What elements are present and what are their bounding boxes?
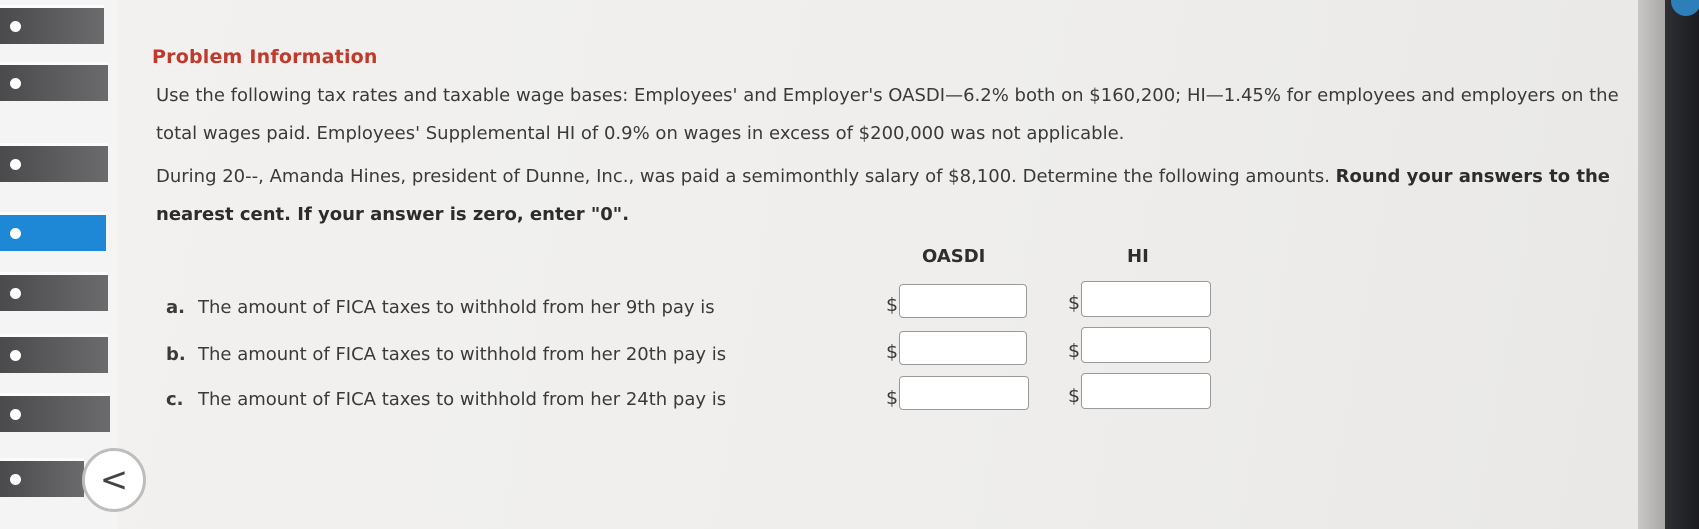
dollar-sign: $ bbox=[1068, 385, 1081, 407]
step-dot-icon bbox=[10, 350, 21, 361]
rail-step-6[interactable] bbox=[0, 334, 108, 373]
step-dot-icon bbox=[10, 78, 21, 89]
rail-step-5[interactable] bbox=[0, 272, 108, 311]
row-letter: b. bbox=[166, 344, 186, 365]
question-text: During 20--, Amanda Hines, president of Dunne, Inc., was paid a semimonthly salary of $8,100. Determine the following amounts. bbox=[156, 166, 1330, 187]
question-row-c bbox=[166, 389, 726, 410]
back-button[interactable] bbox=[82, 448, 146, 512]
step-dot-icon bbox=[10, 21, 21, 32]
column-header-hi: HI bbox=[1127, 246, 1149, 267]
rail-step-1[interactable] bbox=[0, 5, 104, 44]
row-letter: c. bbox=[166, 389, 184, 410]
dollar-sign: $ bbox=[886, 387, 899, 409]
oasdi-input-b[interactable] bbox=[899, 331, 1027, 365]
oasdi-input-c[interactable] bbox=[899, 376, 1029, 410]
dollar-sign: $ bbox=[886, 294, 899, 316]
step-dot-icon bbox=[10, 159, 21, 170]
screen-bezel bbox=[1665, 0, 1699, 529]
step-dot-icon bbox=[10, 474, 21, 485]
rail-step-4-active[interactable] bbox=[0, 212, 106, 251]
hi-input-c[interactable] bbox=[1081, 373, 1211, 409]
hi-input-b[interactable] bbox=[1081, 327, 1211, 363]
question-paragraph bbox=[156, 158, 1626, 234]
column-header-oasdi: OASDI bbox=[922, 246, 986, 267]
rail-step-2[interactable] bbox=[0, 62, 108, 101]
row-label-text: The amount of FICA taxes to withhold from her 24th pay is bbox=[198, 389, 727, 410]
scrollbar-track[interactable] bbox=[1638, 0, 1665, 529]
step-dot-icon bbox=[10, 228, 21, 239]
dollar-sign: $ bbox=[1068, 340, 1081, 362]
hi-input-a[interactable] bbox=[1081, 281, 1211, 317]
dollar-sign: $ bbox=[886, 341, 899, 363]
dollar-sign: $ bbox=[1068, 292, 1081, 314]
oasdi-input-a[interactable] bbox=[899, 284, 1027, 318]
step-dot-icon bbox=[10, 288, 21, 299]
chevron-left-icon: < bbox=[99, 460, 129, 500]
rail-step-7[interactable] bbox=[0, 393, 110, 432]
question-row-b bbox=[166, 344, 726, 365]
corner-button bbox=[1671, 0, 1699, 16]
rounding-instruction: Round your answers to the nearest cent. If your answer is zero, enter "0". bbox=[156, 166, 1610, 225]
tax-rates-paragraph: Use the following tax rates and taxable wage bases: Employees' and Employer's OASDI—6.2% both on $160,200; HI—1.45% for employees and employers on the total wages paid. Employees' Supplemental HI of 0.9% on wages in excess of $200,000 was not applicable. bbox=[156, 85, 1619, 144]
question-row-a bbox=[166, 297, 715, 318]
row-label-text: The amount of FICA taxes to withhold from her 20th pay is bbox=[198, 344, 727, 365]
step-dot-icon bbox=[10, 409, 21, 420]
rail-step-8[interactable] bbox=[0, 458, 84, 497]
problem-title: Problem Information bbox=[152, 46, 378, 68]
row-letter: a. bbox=[166, 297, 185, 318]
rail-step-3[interactable] bbox=[0, 143, 108, 182]
row-label-text: The amount of FICA taxes to withhold from her 9th pay is bbox=[198, 297, 715, 318]
